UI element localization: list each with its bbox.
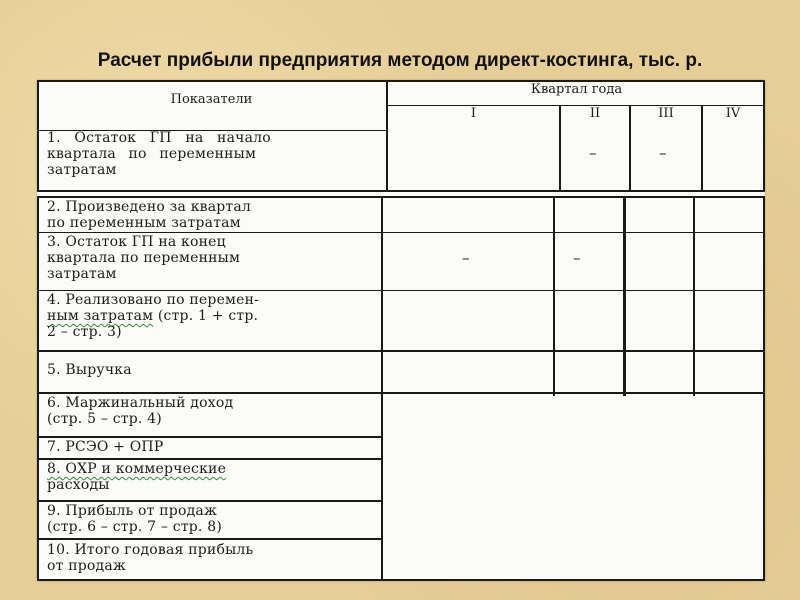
row-4-text: 4. Реализовано по перемен- ным затратам (стр. 1 + стр. 2 – стр. 3) xyxy=(47,292,260,340)
row-1-text: 1. Остаток ГП на начало квартала по переменным затратам xyxy=(47,130,271,178)
quarter-label-2: II xyxy=(589,106,601,121)
row-5-text: 5. Выручка xyxy=(47,362,132,378)
quarter-label-3: III xyxy=(658,106,674,121)
row-2-text: 2. Произведено за квартал по переменным затратам xyxy=(47,199,252,231)
row-3-text: 3. Остаток ГП на конец квартала по переменным затратам xyxy=(47,234,241,282)
direct-costing-table xyxy=(37,80,765,581)
row-1-q2-dash: – xyxy=(589,144,597,162)
row-3-q2-dash: – xyxy=(573,249,581,267)
row-9-text: 9. Прибыль от продаж (стр. 6 – стр. 7 – стр. 8) xyxy=(47,503,222,535)
row-7-text: 7. РСЭО + ОПР xyxy=(47,439,164,455)
row-3-q1-dash: – xyxy=(462,249,470,267)
quarter-label-1: I xyxy=(470,106,477,121)
row-10-text: 10. Итого годовая прибыль от продаж xyxy=(47,542,254,574)
column-header-quarter: Квартал года xyxy=(530,82,623,97)
row-8-text: 8. ОХР и коммерческие расходы xyxy=(47,461,227,493)
row-6-text: 6. Маржинальный доход (стр. 5 – стр. 4) xyxy=(47,395,234,427)
table-body-block xyxy=(37,196,765,581)
column-header-indicators: Показатели xyxy=(170,92,253,107)
page-title: Расчет прибыли предприятия методом директ-костинга, тыс. р. xyxy=(97,50,703,71)
table-header-block xyxy=(37,80,765,192)
row-1-q3-dash: – xyxy=(659,144,667,162)
quarter-label-4: IV xyxy=(725,106,741,121)
